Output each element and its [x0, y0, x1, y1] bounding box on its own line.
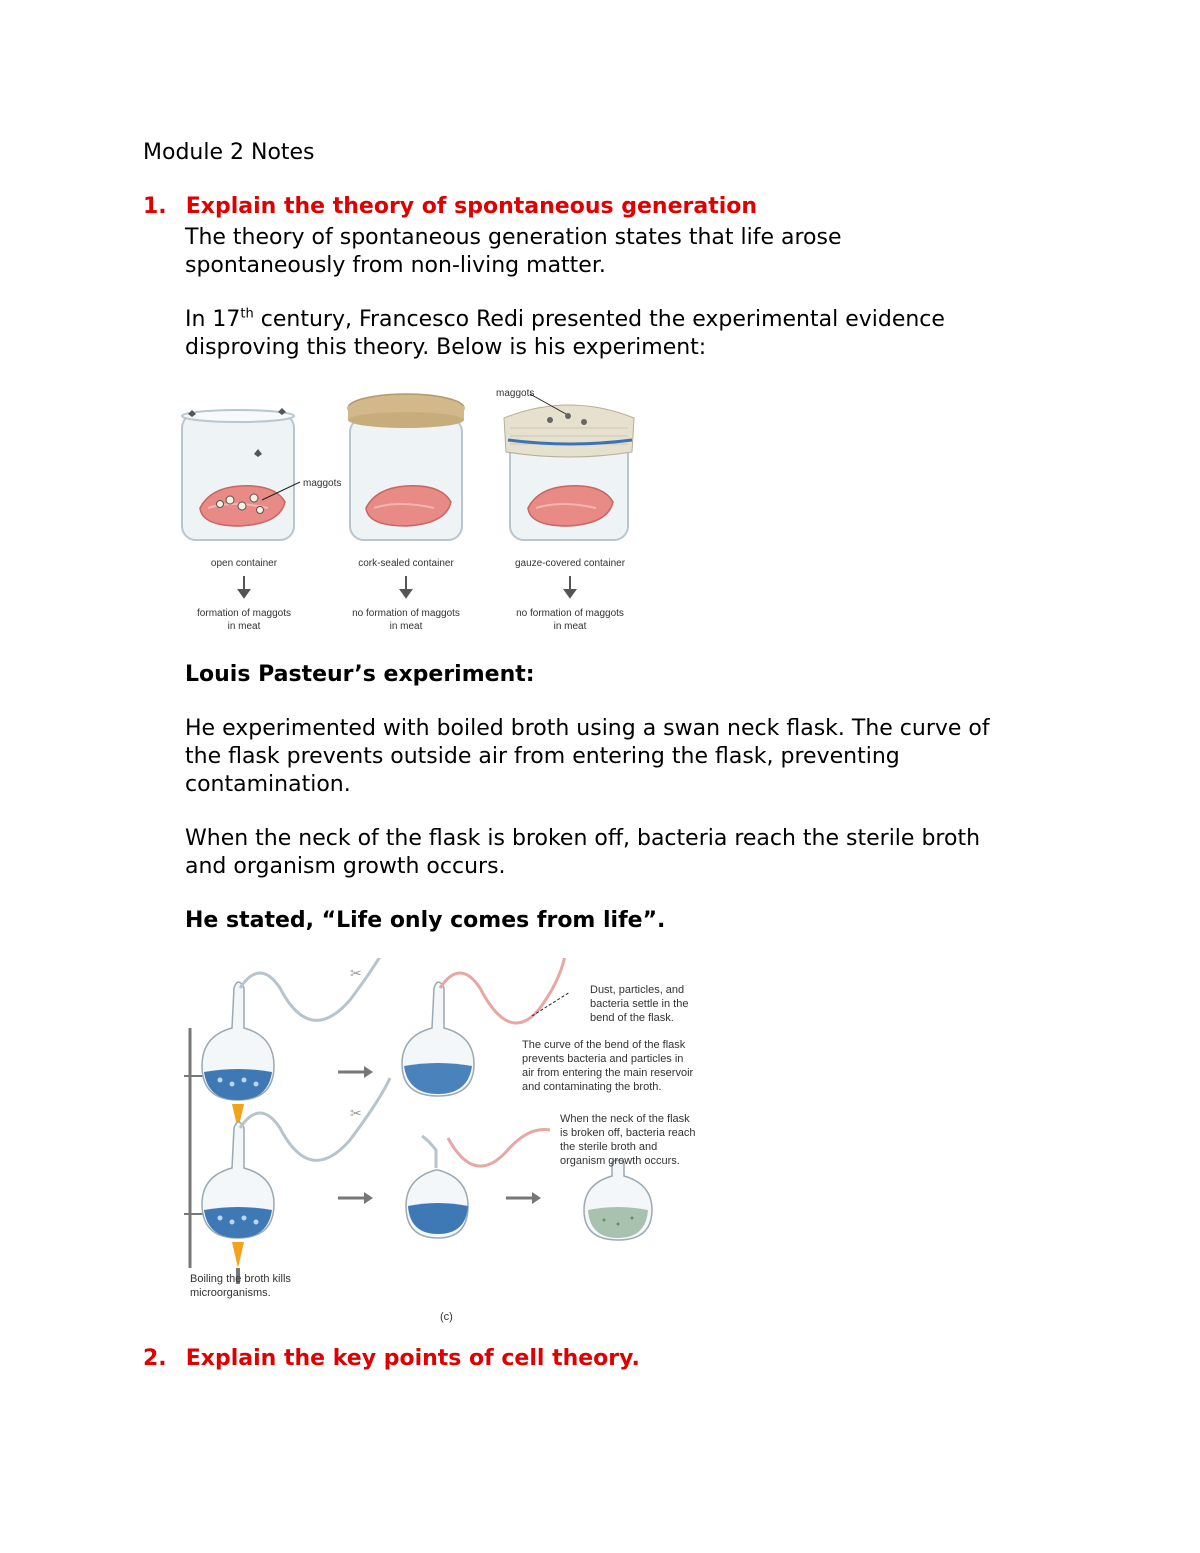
result-label: in meat — [389, 621, 423, 632]
flask-contaminated — [584, 1160, 652, 1240]
question-2-number: 2. — [143, 1346, 167, 1371]
scissors-icon: ✂ — [350, 965, 362, 981]
text-fragment: In 17 — [185, 307, 241, 332]
result-label: formation of maggots — [197, 608, 291, 619]
note-dust: Dust, particles, and bacteria settle in the bend of the flask. — [590, 984, 689, 1024]
paragraph-neck-broken — [185, 825, 980, 881]
pasteur-quote: He stated, “Life only comes from life”. — [185, 908, 666, 933]
result-label: in meat — [553, 621, 587, 632]
container-label: gauze-covered container — [514, 558, 626, 569]
paragraph-line: contamination. — [185, 772, 351, 797]
container-label: open container — [210, 558, 278, 569]
note-boiling: Boiling the broth kills microorganisms. — [190, 1273, 291, 1299]
figure-label: (c) — [440, 1311, 453, 1323]
pasteur-heading: Louis Pasteur’s experiment: — [185, 662, 535, 687]
paragraph-line — [185, 306, 945, 334]
paragraph-line: When the neck of the flask is broken off, bacteria reach the sterile broth — [185, 826, 981, 851]
paragraph-line: spontaneously from non-living matter. — [185, 253, 606, 278]
question-2-heading — [143, 1346, 640, 1371]
arrow-right-icon — [506, 1192, 541, 1204]
superscript: th — [240, 306, 254, 322]
flask-boiling-bottom — [184, 1078, 390, 1284]
maggots-label-top: maggots — [496, 388, 535, 399]
question-1-text: Explain the theory of spontaneous generation — [185, 194, 758, 219]
pasteur-experiment-figure — [176, 958, 736, 1328]
arrow-right-icon — [338, 1192, 373, 1204]
maggots-label-side: maggots — [303, 478, 342, 489]
note-broken: When the neck of the flask is broken off, bacteria reach the sterile broth and organism growth occurs. — [560, 1113, 696, 1167]
paragraph-line: The theory of spontaneous generation states that life arose — [185, 225, 842, 250]
question-1-heading — [143, 194, 757, 219]
container-label: cork-sealed container — [358, 558, 454, 569]
scissors-icon: ✂ — [350, 1105, 362, 1121]
flask-neck-broken — [406, 1129, 550, 1238]
paragraph-line: disproving this theory. Below is his experiment: — [185, 335, 707, 360]
paragraph-definition — [185, 224, 842, 280]
page-title: Module 2 Notes — [143, 140, 315, 165]
arrow-right-icon — [338, 1066, 373, 1078]
question-2-text: Explain the key points of cell theory. — [185, 1346, 640, 1371]
paragraph-pasteur — [185, 715, 990, 799]
result-label: no formation of maggots — [516, 608, 624, 619]
open-container-jar — [182, 408, 341, 540]
question-1-number: 1. — [143, 194, 167, 219]
result-label: in meat — [227, 621, 261, 632]
text-fragment: century, Francesco Redi presented the experimental evidence — [253, 307, 945, 332]
result-label: no formation of maggots — [352, 608, 460, 619]
paragraph-line: the flask prevents outside air from entering the flask, preventing — [185, 744, 900, 769]
note-curve: The curve of the bend of the flask prevents bacteria and particles in air from entering the main reservoir and contaminating the broth. — [522, 1039, 694, 1093]
paragraph-line: and organism growth occurs. — [185, 854, 506, 879]
cork-sealed-jar — [348, 394, 464, 540]
paragraph-line: He experimented with boiled broth using a swan neck flask. The curve of — [185, 716, 990, 741]
paragraph-redi — [185, 306, 945, 362]
arrow-down-icons — [239, 576, 575, 597]
gauze-covered-jar — [496, 388, 634, 540]
redi-experiment-figure — [170, 378, 650, 640]
